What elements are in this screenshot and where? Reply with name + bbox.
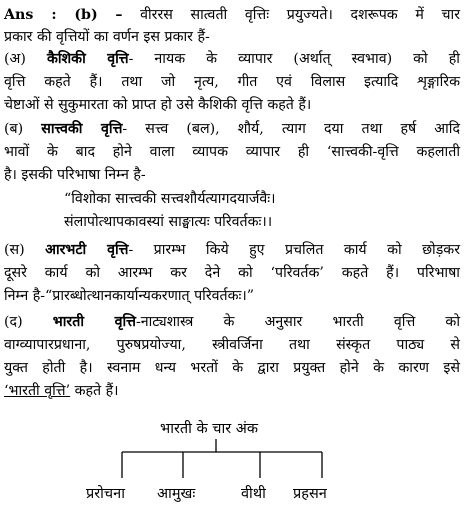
section-d-text-1: -नाट्यशास्त्र के अनुसार भारती वृत्ति को xyxy=(135,314,460,330)
section-d-term: ‘भारती वृत्ति’ xyxy=(4,383,71,399)
section-b-marker: (ब) xyxy=(4,121,24,137)
section-b-title: सात्त्वकी वृत्ति xyxy=(41,121,123,137)
tree-child-4: प्रहसन xyxy=(293,486,327,502)
answer-part: (b) xyxy=(74,7,98,23)
section-c-text-2: दूसरे कार्य को आरम्भ कर देने को ‘परिवर्तक’ कहते हैं। परिभाषा xyxy=(4,265,460,281)
section-d-text-2: वाग्व्यापारप्रधाना, पुरुषप्रयोज्या, स्त्रीवर्जिना तथा संस्कृत पाठ्य से xyxy=(4,337,460,353)
section-a-title: कैशिकी वृत्ति xyxy=(46,51,129,67)
tree-child-1: प्ररोचना xyxy=(86,486,125,502)
answer-dash: – xyxy=(115,7,123,23)
tree-child-3: वीथी xyxy=(241,486,266,502)
tree-child-2: आमुखः xyxy=(157,486,196,502)
section-c-text-3: निम्न है-“प्रारब्धोत्थानकार्यान्यकरणात् परिवर्तकः।” xyxy=(4,288,254,304)
section-b-text-2: भावों के बाद होने वाला व्यापक व्यापार ही ‘सात्त्वकी-वृत्ति कहलाती xyxy=(4,144,460,160)
section-d-text-3: युक्त होती है। स्वनाम धन्य भरतों के द्वारा प्रयुक्त होने के कारण इसे xyxy=(4,360,460,376)
section-c-marker: (स) xyxy=(4,242,25,258)
section-b-verse-text-2: संलापोत्थापकावस्यां साङ्घात्यः परिवर्तकः।। xyxy=(64,214,273,230)
section-d-title: भारती वृत्ति xyxy=(52,314,136,330)
tree-root: भारती के चार अंक xyxy=(160,421,258,437)
answer-intro-1: वीररस सात्वती वृत्तिः प्रयुज्यते। दशरूपक में चार xyxy=(140,7,460,23)
section-d-marker: (द) xyxy=(4,314,23,330)
section-b-text-3: है। इसकी परिभाषा निम्न है- xyxy=(4,167,146,183)
answer-label: Ans : xyxy=(4,7,57,23)
section-a-text-1: - नायक के व्यापार (अर्थात् स्वभाव) को ही xyxy=(128,51,460,67)
section-a-text-3: चेष्टाओं से सुकुमारता को प्राप्त हो उसे कैशिकी वृत्ति कहते हैं। xyxy=(4,97,312,113)
answer-intro-2: प्रकार की वृत्तियों का वर्णन इस प्रकार हैं- xyxy=(4,29,210,45)
section-c-title: आरभटी वृत्ति xyxy=(45,242,129,258)
section-a-marker: (अ) xyxy=(4,51,26,67)
section-b-verse-text-1: “विशोका सात्त्वकी सत्त्वशौर्यत्यागदयार्जवैः। xyxy=(64,191,276,207)
section-d-text-4: कहते हैं। xyxy=(70,383,119,399)
section-b-text-1: - सत्त्व (बल), शौर्य, त्याग दया तथा हर्ष आदि xyxy=(122,121,461,137)
section-a-text-2: वृत्ति कहते हैं। तथा जो नृत्य, गीत एवं विलास इत्यादि शृङ्गारिक xyxy=(4,74,460,90)
section-c-text-1: - प्रारम्भ किये हुए प्रचलित कार्य को छोड़कर xyxy=(128,242,460,258)
